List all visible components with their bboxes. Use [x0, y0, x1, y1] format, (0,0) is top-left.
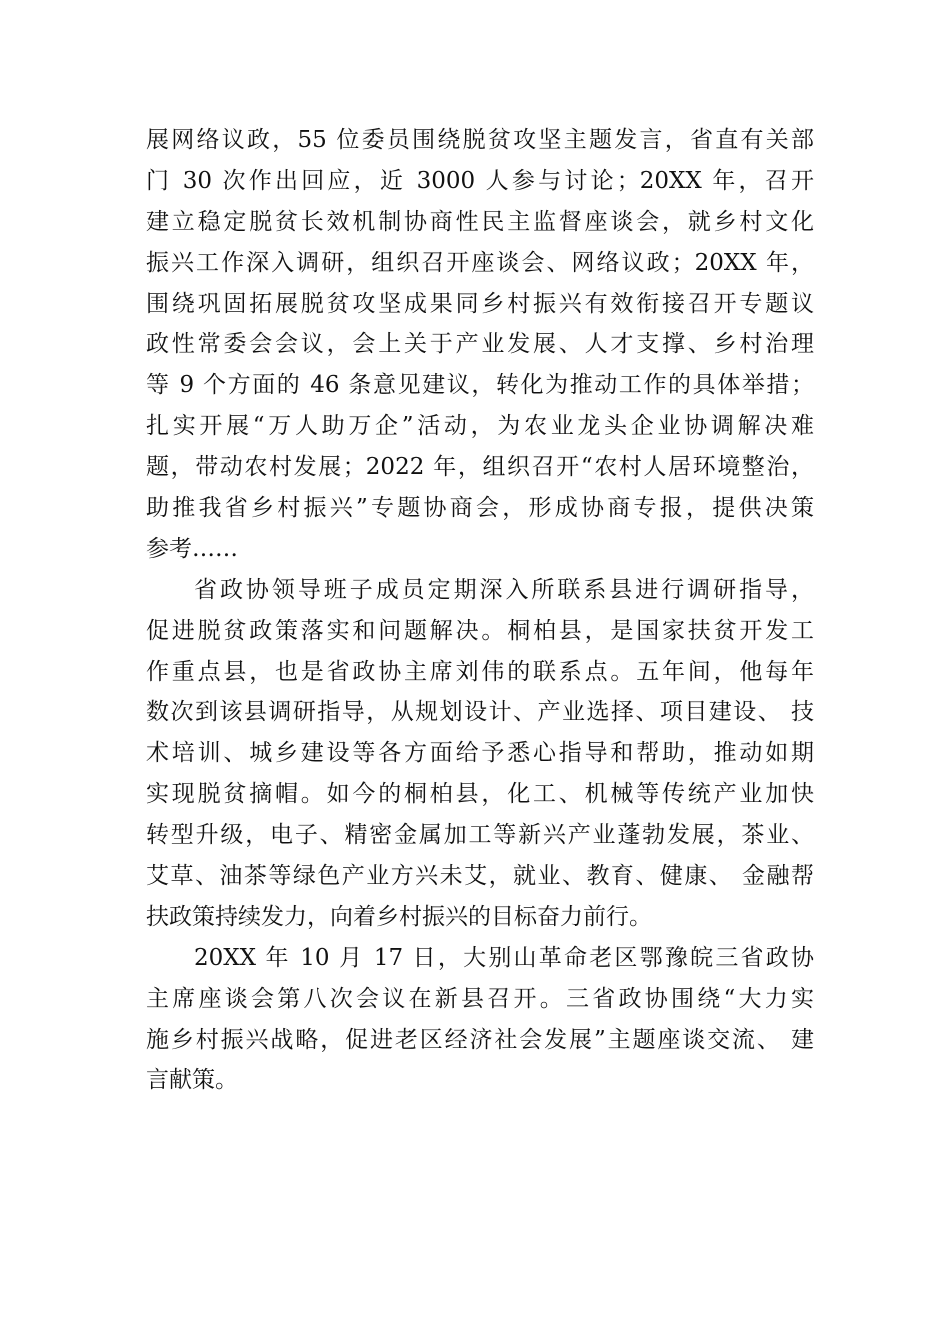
paragraph-2-line: 省政协领导班子成员定期深入所联系县进行调研指导， — [194, 576, 814, 603]
paragraph-1-line: 政性常委会会议，会上关于产业发展、人才支撑、乡村治理 — [146, 331, 814, 358]
paragraph-1-line: 助推我省乡村振兴”专题协商会，形成协商专报，提供决策 — [146, 495, 814, 522]
paragraph-1-line: 扎实开展“万人助万企”活动，为农业龙头企业协调解决难 — [146, 413, 814, 440]
paragraph-1-line: 题，带动农村发展；2022 年，组织召开“农村人居环境整治， — [146, 454, 814, 481]
document-body — [146, 120, 814, 1101]
paragraph-2-line: 转型升级，电子、精密金属加工等新兴产业蓬勃发展，茶业、 — [146, 822, 814, 849]
paragraph-3-line: 言献策。 — [146, 1067, 238, 1094]
paragraph-1-line: 参考…… — [146, 535, 238, 562]
paragraph-2-line: 作重点县，也是省政协主席刘伟的联系点。五年间，他每年 — [146, 658, 814, 685]
paragraph-2-line: 艾草、油茶等绿色产业方兴未艾，就业、教育、健康、 金融帮 — [146, 863, 814, 890]
paragraph-2-line: 促进脱贫政策落实和问题解决。桐柏县，是国家扶贫开发工 — [146, 617, 814, 644]
paragraph-2 — [146, 570, 814, 938]
paragraph-1-line: 展网络议政，55 位委员围绕脱贫攻坚主题发言，省直有关部 — [146, 127, 814, 153]
paragraph-2-line: 数次到该县调研指导，从规划设计、产业选择、项目建设、 技 — [146, 699, 814, 726]
paragraph-1-line: 建立稳定脱贫长效机制协商性民主监督座谈会，就乡村文化 — [146, 208, 814, 235]
paragraph-3-line: 施乡村振兴战略，促进老区经济社会发展”主题座谈交流、 建 — [146, 1026, 814, 1053]
paragraph-3 — [146, 938, 814, 1102]
paragraph-3-line: 主席座谈会第八次会议在新县召开。三省政协围绕“大力实 — [146, 985, 814, 1012]
paragraph-2-line: 实现脱贫摘帽。如今的桐柏县，化工、机械等传统产业加快 — [146, 781, 814, 808]
paragraph-1-line: 围绕巩固拓展脱贫攻坚成果同乡村振兴有效衔接召开专题议 — [146, 290, 814, 317]
paragraph-3-line: 20XX 年 10 月 17 日，大别山革命老区鄂豫皖三省政协 — [194, 944, 814, 971]
paragraph-1-line: 振兴工作深入调研，组织召开座谈会、网络议政；20XX 年， — [146, 249, 814, 276]
paragraph-1-line: 门 30 次作出回应，近 3000 人参与讨论；20XX 年，召开 — [146, 167, 814, 194]
paragraph-2-line: 术培训、城乡建设等各方面给予悉心指导和帮助，推动如期 — [146, 740, 814, 767]
paragraph-1-line: 等 9 个方面的 46 条意见建议，转化为推动工作的具体举措； — [146, 372, 814, 399]
paragraph-1 — [146, 120, 814, 570]
paragraph-2-line: 扶政策持续发力，向着乡村振兴的目标奋力前行。 — [146, 903, 652, 930]
